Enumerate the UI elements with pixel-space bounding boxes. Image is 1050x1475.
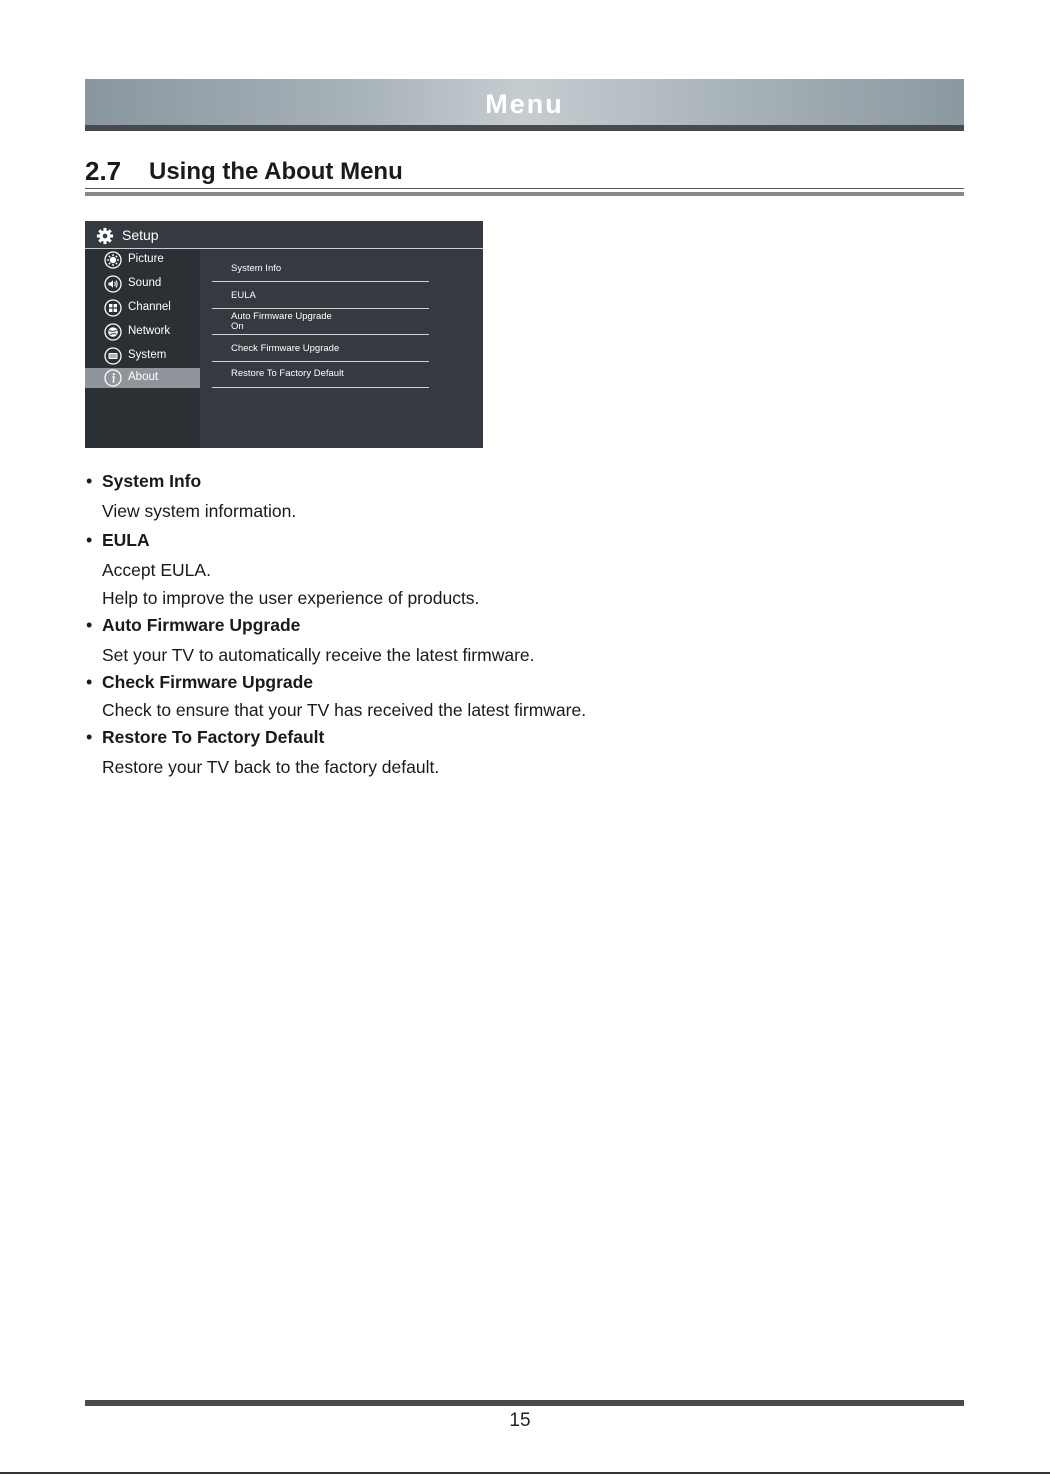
item-desc: View system information.: [102, 501, 297, 521]
item-desc: Help to improve the user experience of products.: [102, 588, 480, 608]
channel-icon: [104, 299, 122, 317]
system-icon: [104, 347, 122, 365]
bullet-marker: •: [86, 615, 93, 635]
banner-rule: [85, 125, 964, 131]
option-check-firmware-upgrade[interactable]: [212, 336, 429, 362]
bullet-marker: •: [86, 471, 93, 491]
item-title-restore-factory-default: Restore To Factory Default: [102, 727, 325, 747]
option-label: Auto Firmware Upgrade: [231, 311, 332, 322]
item-title-eula: EULA: [102, 530, 150, 550]
gear-icon: [96, 227, 114, 245]
item-desc: Set your TV to automatically receive the latest firmware.: [102, 645, 535, 665]
option-eula[interactable]: [212, 283, 429, 309]
page-bottom-border: [0, 1472, 1050, 1474]
sidebar-item-picture[interactable]: [85, 250, 200, 270]
sidebar-item-label: System: [128, 349, 167, 361]
item-desc: Restore your TV back to the factory default.: [102, 757, 440, 777]
option-value: On: [231, 321, 244, 332]
sidebar-item-label: Network: [128, 325, 171, 337]
page-number: 15: [509, 1410, 531, 1431]
footer-rule: [85, 1400, 964, 1406]
info-icon: [104, 369, 122, 387]
option-label: System Info: [231, 263, 282, 274]
option-label: Restore To Factory Default: [231, 368, 344, 379]
section-rule-thin: [85, 188, 964, 189]
sound-icon: [104, 275, 122, 293]
item-desc: Accept EULA.: [102, 560, 211, 580]
picture-icon: [104, 251, 122, 269]
item-desc: Check to ensure that your TV has received the latest firmware.: [102, 700, 587, 720]
sidebar-item-system[interactable]: [85, 346, 200, 366]
sidebar-item-label: Sound: [128, 277, 162, 289]
sidebar-item-label: Channel: [128, 301, 171, 313]
sidebar-item-label: Picture: [128, 253, 164, 265]
section-number: 2.7: [85, 156, 122, 186]
item-title-system-info: System Info: [102, 471, 202, 491]
network-icon: [104, 323, 122, 341]
tv-menu-screenshot: [85, 221, 483, 448]
sidebar-item-sound[interactable]: [85, 274, 200, 294]
option-restore-factory-default[interactable]: [212, 363, 429, 388]
option-system-info[interactable]: [212, 256, 429, 282]
tv-menu-title: Setup: [122, 227, 159, 243]
option-label: Check Firmware Upgrade: [231, 343, 340, 354]
option-label: EULA: [231, 290, 256, 301]
bullet-marker: •: [86, 530, 93, 550]
section-rule-thick: [85, 192, 964, 196]
tv-menu-sidebar: [85, 249, 200, 448]
item-title-auto-firmware-upgrade: Auto Firmware Upgrade: [102, 615, 301, 635]
sidebar-item-about[interactable]: [85, 368, 200, 388]
banner-title: Menu: [485, 89, 564, 119]
sidebar-item-network[interactable]: [85, 322, 200, 342]
section-title: Using the About Menu: [149, 158, 403, 185]
bullet-marker: •: [86, 727, 93, 747]
item-title-check-firmware-upgrade: Check Firmware Upgrade: [102, 672, 314, 692]
bullet-marker: •: [86, 672, 93, 692]
sidebar-item-label: About: [128, 371, 159, 383]
sidebar-item-channel[interactable]: [85, 298, 200, 318]
option-auto-firmware-upgrade[interactable]: [212, 310, 429, 335]
tv-menu-header: [85, 221, 483, 249]
